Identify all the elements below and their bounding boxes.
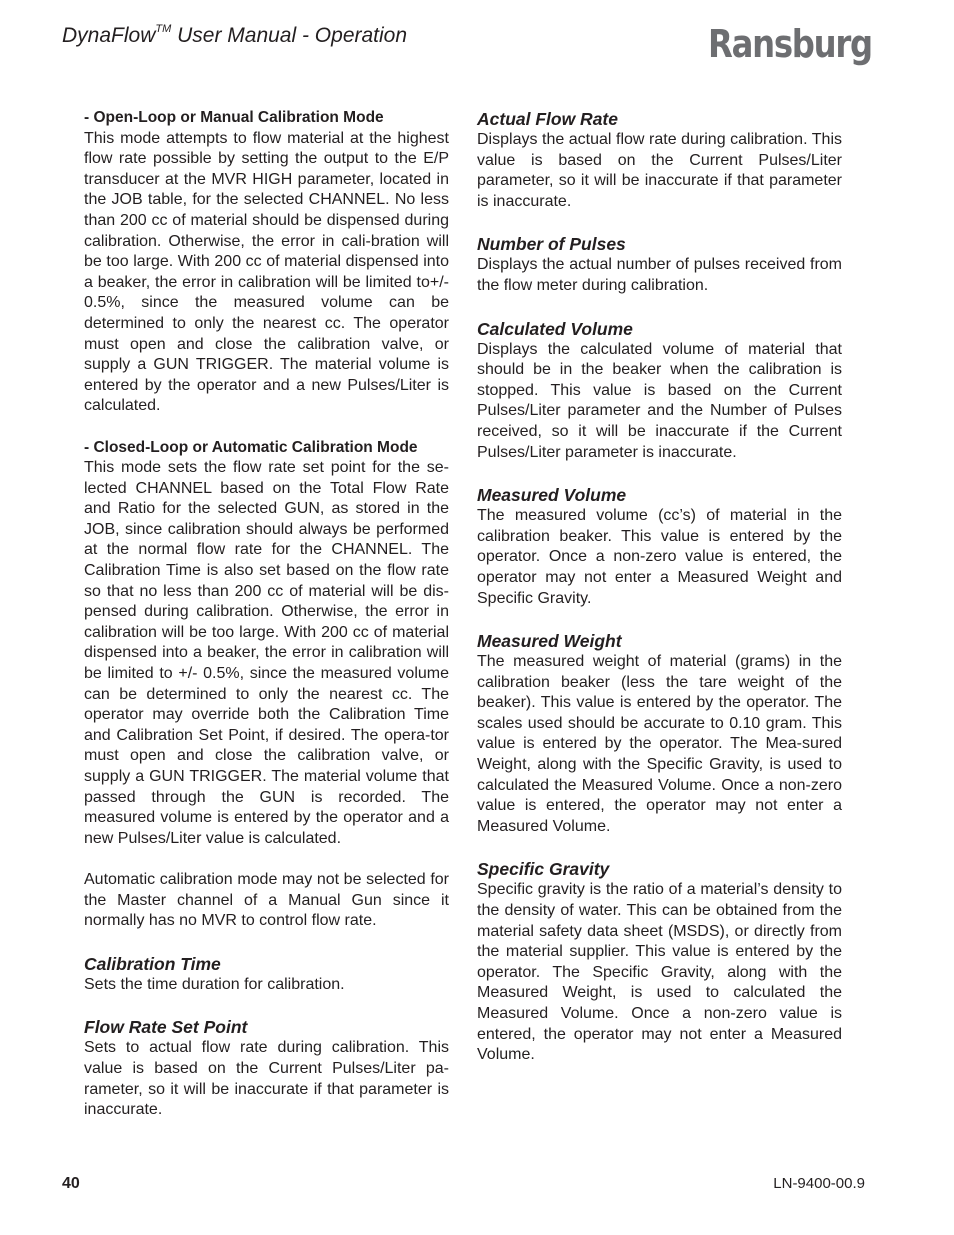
- actual-flow-rate-heading: Actual Flow Rate: [477, 109, 618, 129]
- right-column: [477, 108, 842, 1066]
- ransburg-logo: Ransburg: [708, 22, 872, 66]
- open-loop-heading: - Open-Loop or Manual Calibration Mode: [84, 109, 384, 126]
- flow-rate-set-point-heading: Flow Rate Set Point: [84, 1017, 248, 1038]
- calibration-time-heading: Calibration Time: [84, 953, 221, 974]
- page-header-title: [62, 24, 407, 48]
- measured-volume-heading: Measured Volume: [477, 485, 627, 506]
- number-of-pulses-heading: Number of Pulses: [477, 234, 626, 255]
- header-title-trademark: TM: [155, 23, 172, 35]
- page-number: 40: [62, 1175, 80, 1192]
- open-loop-text: This mode attempts to flow material at the highest flow rate possible by setting the output to the E/P transducer at the MVR HIGH parameter, located in the JOB table, for the selected CHANNEL. No less than 200 cc of material should be dispensed during calibration. Otherwise, the error in cali-bration will be too large. With 200 cc of material dispensed into a beaker, the error in calibration will be limited to+/- 0.5%, since the measured volume can be determined to only the nearest cc. The operator must open and close the calibration valve, or supply a GUN TRIGGER. The material volume is entered by the operator and a new Pulses/Liter is calculated.: [84, 129, 449, 415]
- header-title-main: DynaFlow: [62, 24, 156, 47]
- measured-weight-heading: Measured Weight: [477, 631, 622, 652]
- left-column: [84, 108, 449, 1121]
- calculated-volume-heading: Calculated Volume: [477, 318, 633, 339]
- measured-volume-text: The measured volume (cc’s) of material in the calibration beaker. This value is entered by the operator. Once a non-zero value is entered, the operator may not enter a Measured Weight and Specific Gravity.: [477, 507, 842, 607]
- actual-flow-rate-text: Displays the actual flow rate during calibration. This value is based on the Current Pulses/Liter parameter, so it will be inaccurate if that parameter is inaccurate.: [477, 131, 842, 210]
- specific-gravity-heading: Specific Gravity: [477, 859, 610, 880]
- closed-loop-text: This mode sets the flow rate set point for the se-lected CHANNEL based on the Total Flow Rate and Ratio for the selected GUN, as stored in the JOB, since calibration should always be performed at the normal flow rate for the CHANNEL. The Calibration Time is also set based on the flow rate so that no less than 200 cc of material will be dis-pensed during calibration. Otherwise, the error in calibration will be too large. With 200 cc of material dispensed into a beaker, the error in calibration will be limited to +/- 0.5%, since the measured volume can be determined to only the nearest cc. The operator may override both the Calibration Time and Calibration Set Point, if desired. The opera-tor must open and close the calibration valve, or supply a GUN TRIGGER. The material volume that passed through the GUN is recorded. The measured volume is entered by the operator and a new Pulses/Liter value is calculated.: [84, 459, 449, 847]
- calibration-time-text: Sets the time duration for calibration.: [84, 975, 345, 993]
- closed-loop-heading: - Closed-Loop or Automatic Calibration Mode: [84, 438, 418, 456]
- calculated-volume-text: Displays the calculated volume of material that should be in the beaker when the calibration is stopped. This value is based on the Current Pulses/Liter parameter and the Number of Pulses received, so it will be inaccurate if the Current Pulses/Liter parameter is inaccurate.: [477, 340, 842, 461]
- number-of-pulses-text: Displays the actual number of pulses received from the flow meter during calibration.: [477, 256, 842, 294]
- specific-gravity-text: Specific gravity is the ratio of a material’s density to the density of water. This can be obtained from the material safety data sheet (MSDS), or directly from the material supplier. This value is entered by the operator. The Specific Gravity, along with the Measured Weight, is used to calculated the Measured Volume. Once a non-zero value is entered, the operator may not enter a Measured Volume.: [477, 881, 842, 1064]
- header-title-rest: User Manual - Operation: [171, 24, 408, 47]
- auto-mode-note: Automatic calibration mode may not be selected for the Master channel of a Manual Gun since it normally has no MVR to control flow rate.: [84, 870, 449, 930]
- measured-weight-text: The measured weight of material (grams) in the calibration beaker (less the tare weight of the beaker). This value is entered by the operator. The scales used should be accurate to 0.10 gram. This value is entered by the operator. The Mea-sured Weight, along with the Specific Gravity, is used to calculated the Measured Volume. Once a non-zero value is entered, the operator may not enter a Measured Volume.: [477, 653, 842, 835]
- document-number: LN-9400-00.9: [773, 1175, 865, 1192]
- flow-rate-set-point-text: Sets to actual flow rate during calibration. This value is based on the Current Pulses/Liter pa-rameter, so it will be inaccurate if that parameter is inaccurate.: [84, 1039, 449, 1119]
